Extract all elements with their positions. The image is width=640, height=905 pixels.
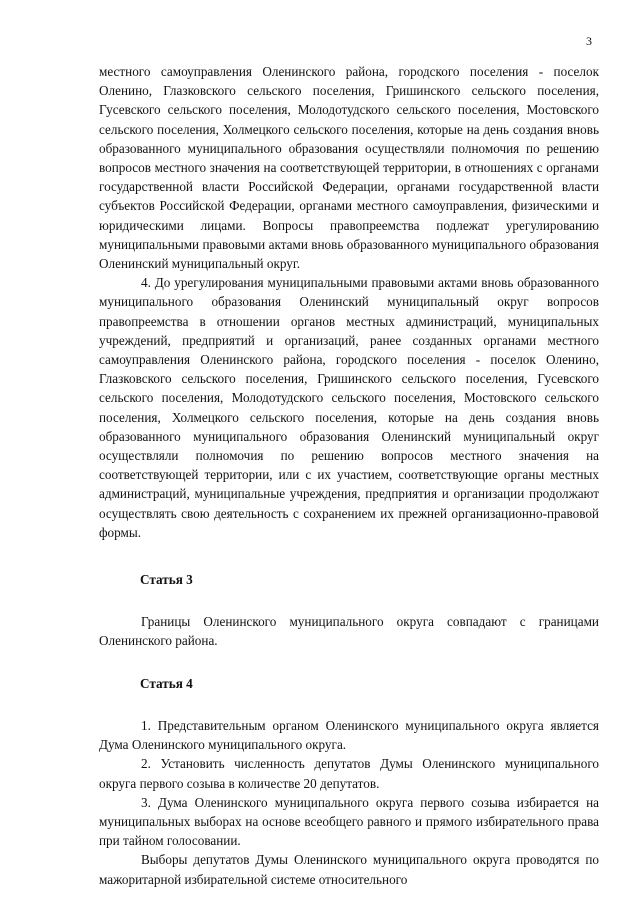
article-4-elections-paragraph: Выборы депутатов Думы Оленинского муниципального округа проводятся по мажоритарной избирательной системе относительного bbox=[99, 852, 599, 887]
article-4-item-2: 2. Установить численность депутатов Думы Оленинского муниципального округа первого созыва в количестве 20 депутатов. bbox=[99, 756, 599, 791]
document-body bbox=[99, 62, 599, 889]
paragraph-item-4: 4. До урегулирования муниципальными правовыми актами вновь образованного муниципального образования Оленинский муниципальный округ вопросов правопреемства в отношении органов местных администраций, муниципальных учреждений, предприятий и организаций, ранее созданных органами местного самоуправления Оленинского района, городского поселения - поселок Оленино, Глазковского сельского поселения, Гришинского сельского поселения, Гусевского сельского поселения, Молодотудского сельского поселения, Мостовского сельского поселения, Холмецкого сельского поселения, которые на день создания вновь образованного муниципального образования Оленинский муниципальный округ осуществляли полномочия по решению вопросов местного значения на соответствующей территории, или с их участием, соответствующие органы местных администраций, муниципальные учреждения, предприятия и организации продолжают осуществлять свою деятельность с сохранением их прежней организационно-правовой формы. bbox=[99, 275, 599, 540]
paragraph-continuation: местного самоуправления Оленинского района, городского поселения - поселок Оленино, Глазковского сельского поселения, Гришинского сельского поселения, Гусевского сельского поселения, Молодотудского сельского поселения, Мостовского сельского поселения, Холмецкого сельского поселения, которые на день создания вновь образованного муниципального образования осуществляли полномочия по решению вопросов местного значения на соответствующей территории, в отношениях с органами государственной власти Российской Федерации, органами государственной власти субъектов Российской Федерации, органами местного самоуправления, физическими и юридическими лицами. Вопросы правопреемства подлежат урегулированию муниципальными правовыми актами вновь образованного муниципального образования Оленинский муниципальный округ. bbox=[99, 64, 599, 272]
article-4-heading: Статья 4 bbox=[140, 675, 193, 691]
page-number: 3 bbox=[586, 34, 592, 48]
article-3-heading: Статья 3 bbox=[140, 572, 193, 588]
article-4-item-1: 1. Представительным органом Оленинского муниципального округа является Дума Оленинского муниципального округа. bbox=[99, 717, 599, 753]
article-3-text: Границы Оленинского муниципального округа совпадают с границами Оленинского района. bbox=[99, 614, 599, 649]
article-4-item-3: 3. Дума Оленинского муниципального округа первого созыва избирается на муниципальных выборах на основе всеобщего равного и прямого избирательного права при тайном голосовании. bbox=[99, 794, 599, 849]
